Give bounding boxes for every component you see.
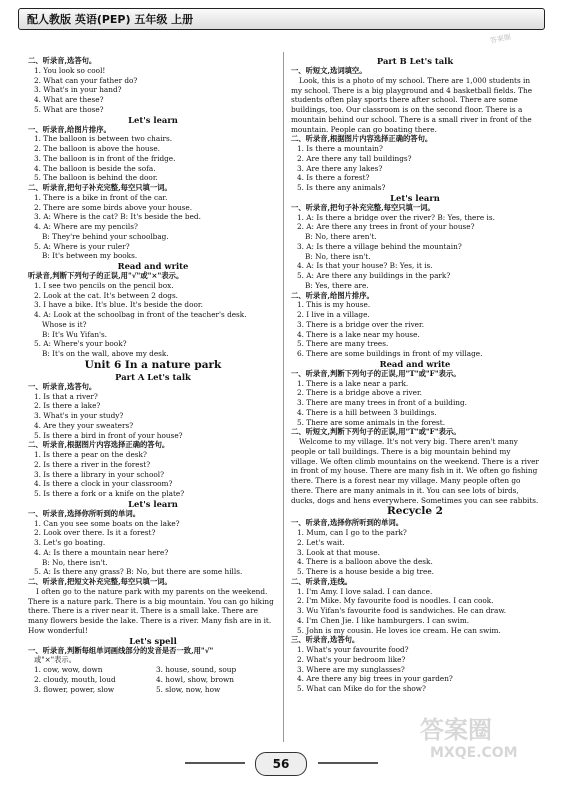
text-line: 3. A: Is there a village behind the mountain? xyxy=(297,241,462,251)
word-group: 4. howl, show, brown xyxy=(156,674,234,684)
section-heading: Let's spell xyxy=(129,635,177,646)
text-line: 6. There are some buildings in front of my village. xyxy=(297,349,483,358)
text-line: 4. A: Is there a mountain near here? xyxy=(34,547,169,557)
text-line: 2. Is there a lake? xyxy=(34,401,101,411)
text-line: 2. There are some birds above your house. xyxy=(34,202,193,212)
footer-ornament-right xyxy=(318,762,378,764)
section-instruction: 二、听录音,根据图片内容选择正确的答句。 xyxy=(28,440,170,450)
text-line: 1. This is my house. xyxy=(297,300,371,310)
text-line: 3. What's in your study? xyxy=(34,411,124,420)
text-line: 4. Are there any big trees in your garden? xyxy=(297,674,453,684)
section-instruction: 一、听录音,判断每组单词画线部分的发音是否一致,用"√" xyxy=(28,645,214,655)
text-line: 4. The balloon is beside the sofa. xyxy=(34,163,156,173)
section-heading: Let's learn xyxy=(128,498,178,509)
word-group-row xyxy=(28,665,278,675)
text-line: 1. The balloon is between two chairs. xyxy=(34,134,173,144)
text-line: 4. A: Look at the schoolbag in front of the teacher's desk. xyxy=(34,310,247,319)
section-instruction: 一、听录音,判断下列句子的正误,用"T"或"F"表示。 xyxy=(291,368,461,378)
watermark-cn: 答案圈 xyxy=(420,716,492,744)
text-line: 4. A: Where are my pencils? xyxy=(34,222,138,231)
text-line: 5. There is a house beside a big tree. xyxy=(297,567,434,576)
text-line: 3. What's in your hand? xyxy=(34,85,122,95)
watermark-bottom xyxy=(420,710,550,780)
text-line: 3. Where are my sunglasses? xyxy=(297,664,405,674)
page-number: 56 xyxy=(255,752,307,776)
word-group: 3. house, sound, soup xyxy=(156,665,237,674)
text-line: 3. There are many trees in front of a building. xyxy=(297,398,468,407)
left-column xyxy=(28,56,278,694)
section-instruction: 一、听录音,选择你所听到的单词。 xyxy=(291,518,403,528)
paragraph: Look, this is a photo of my school. There are 1,000 students in my school. There is a big playground and 4 basketball fields. The students often play sports there after school. There are some buildings, too. Our classroom is on the second floor. There is a mountain behind our school. There is a small river in front of the mountain. People can go boating there. xyxy=(291,75,533,134)
text-line: 2. Look over there. Is it a forest? xyxy=(34,528,156,538)
section-instruction: 一、听短文,选词填空。 xyxy=(291,66,367,75)
word-group-row xyxy=(28,685,278,695)
unit-title: Recycle 2 xyxy=(387,505,443,518)
text-line: 3. Let's go boating. xyxy=(34,538,106,547)
text-line: 5. What can Mike do for the show? xyxy=(297,684,426,693)
text-line: 3. Wu Yifan's favourite food is sandwiches. He can draw. xyxy=(297,606,507,615)
section-instruction: 一、听录音,选答句。 xyxy=(28,381,97,391)
text-line: 2. Is there a river in the forest? xyxy=(34,459,151,469)
section-instruction: 二、听录音,把句子补充完整,每空只填一词。 xyxy=(28,183,172,192)
text-line: 3. A: Where is the cat? B: It's beside the bed. xyxy=(34,212,201,222)
text-line: 2. I'm Mike. My favourite food is noodles. I can cook. xyxy=(297,596,494,606)
page-header: 配人教版 英语(PEP) 五年级 上册 xyxy=(18,8,545,30)
text-line: 4. I'm Chen Jie. I like hamburgers. I can swim. xyxy=(297,615,470,625)
text-line: 3. The balloon is in front of the fridge. xyxy=(34,153,176,163)
word-group: 3. flower, power, slow xyxy=(34,684,115,694)
text-line: 4. Is there a clock in your classroom? xyxy=(34,479,173,489)
text-line: 1. Mum, can I go to the park? xyxy=(297,528,407,537)
unit-title: Unit 6 In a nature park xyxy=(84,358,222,371)
word-group: 1. cow, wow, down xyxy=(34,665,103,674)
section-instruction: 二、听短文,判断下列句子的正误,用"T"或"F"表示。 xyxy=(291,427,461,437)
text-line: 1. You look so cool! xyxy=(34,65,106,75)
word-group: 5. slow, now, how xyxy=(156,684,221,694)
text-line: 3. Are there any lakes? xyxy=(297,163,383,173)
text-line: 4. Is there a forest? xyxy=(297,173,370,183)
text-line: 1. There is a lake near a park. xyxy=(297,378,409,388)
text-line: 2. Let's wait. xyxy=(297,537,345,547)
text-line: 3. I have a bike. It's blue. It's beside the door. xyxy=(34,300,203,310)
text-line: 4. There is a balloon above the desk. xyxy=(297,557,433,567)
section-instruction: 二、听录音,连线。 xyxy=(291,576,352,586)
text-line: 5. Is there any animals? xyxy=(297,183,386,192)
text-line: B: No, there aren't. xyxy=(305,232,377,241)
text-line: B: No, there isn't. xyxy=(305,251,371,261)
section-heading: Part A Let's talk xyxy=(115,371,191,382)
text-line: 4. What are these? xyxy=(34,95,104,104)
text-line: 5. Is there a fork or a knife on the plate? xyxy=(34,489,185,498)
text-line: 1. What's your favourite food? xyxy=(297,645,409,654)
text-line: 2. There is a bridge above a river. xyxy=(297,388,422,398)
text-line: 4. There is a hill between 3 buildings. xyxy=(297,407,437,417)
section-heading: Let's learn xyxy=(390,192,440,203)
text-line: 5. A: Where is your ruler? xyxy=(34,241,130,251)
text-line: Whose is it? xyxy=(42,319,87,329)
text-line: 3. Look at that mouse. xyxy=(297,547,380,557)
paragraph: I often go to the nature park with my parents on the weekend. There is a nature park. There is a big mountain. You can go hiking there. There is a river near it. There is a small lake. There are many flowers beside the lake. There is a river. Many fish are in it. How wonderful! xyxy=(28,586,274,635)
section-heading: Part B Let's talk xyxy=(376,56,454,66)
paragraph: Welcome to my village. It's not very big. There aren't many people or tall buildings. There is a big mountain behind my village. We often climb mountains on the weekend. There is a river in front of my house. There are many fish in it. We often go fishing there. There is a forest near my village. Many people often go there. There are many animals in it. You can see lots of birds, ducks, dogs and hens everywhere. Sometimes you can see rabbits. xyxy=(291,437,539,505)
text-line: 1. Can you see some boats on the lake? xyxy=(34,518,180,528)
text-line: 1. I see two pencils on the pencil box. xyxy=(34,280,174,290)
text-line: 1. A: Is there a bridge over the river? B: Yes, there is. xyxy=(297,212,495,222)
text-line: 2. I live in a village. xyxy=(297,310,370,319)
right-column xyxy=(291,56,539,694)
section-instruction: 二、听录音,根据图片内容选择正确的答句。 xyxy=(291,134,433,144)
text-line: 2. What can your father do? xyxy=(34,75,138,85)
section-instruction: 三、听录音,选答句。 xyxy=(291,635,360,645)
text-line: 5. The balloon is behind the door. xyxy=(34,173,158,183)
text-line: 5. A: Are there any buildings in the park? xyxy=(297,271,451,280)
section-instruction: 二、听录音,给图片排序。 xyxy=(291,290,374,300)
watermark-top: 答案圈 xyxy=(489,32,512,46)
text-line: 5. Is there a bird in front of your house? xyxy=(34,430,183,440)
section-instruction: 一、听录音,选择你所听到的单词。 xyxy=(28,508,140,518)
text-line: 3. There is a bridge over the river. xyxy=(297,319,425,329)
section-instruction: 二、听录音,把短文补充完整,每空只填一词。 xyxy=(28,577,172,586)
text-line: B: It's between my books. xyxy=(42,251,138,261)
text-line: B: Yes, there are. xyxy=(305,280,369,290)
text-line: 5. A: Where's your book? xyxy=(34,339,127,349)
section-instruction: 二、听录音,选答句。 xyxy=(28,56,97,65)
footer-ornament-left xyxy=(185,762,245,764)
text-line: 或"×"表示。 xyxy=(34,655,77,665)
watermark-url: MXQE.COM xyxy=(430,745,518,761)
section-heading: Let's learn xyxy=(128,114,178,125)
text-line: 2. What's your bedroom like? xyxy=(297,654,406,664)
text-line: 2. A: Are there any trees in front of your house? xyxy=(297,222,475,232)
text-line: B: They're behind your schoolbag. xyxy=(42,231,169,241)
section-instruction: 一、听录音,把句子补充完整,每空只填一词。 xyxy=(291,202,435,212)
word-group-row xyxy=(28,675,278,685)
text-line: 1. Is there a pear on the desk? xyxy=(34,450,147,459)
section-instruction: 听录音,判断下列句子的正误,用"√"或"×"表示。 xyxy=(28,271,184,280)
text-line: 4. A: Is that your house? B: Yes, it is. xyxy=(297,261,433,271)
word-group: 2. cloudy, mouth, loud xyxy=(34,674,116,684)
text-line: 2. Look at the cat. It's between 2 dogs. xyxy=(34,290,179,300)
text-line: 5. There are some animals in the forest. xyxy=(297,417,446,427)
text-line: 5. There are many trees. xyxy=(297,339,389,349)
text-line: 4. Are they your sweaters? xyxy=(34,420,134,430)
text-line: 5. A: Is there any grass? B: No, but there are some hills. xyxy=(34,567,243,577)
column-divider xyxy=(283,52,284,742)
text-line: 1. Is there a mountain? xyxy=(297,144,383,153)
text-line: 1. I'm Amy. I love salad. I can dance. xyxy=(297,586,433,596)
text-line: 3. Is there a library in your school? xyxy=(34,469,165,479)
text-line: 2. The balloon is above the house. xyxy=(34,144,160,153)
text-line: 1. There is a bike in front of the car. xyxy=(34,192,168,202)
section-instruction: 一、听录音,给图片排序。 xyxy=(28,124,111,134)
text-line: B: It's Wu Yifan's. xyxy=(42,329,108,339)
text-line: 2. Are there any tall buildings? xyxy=(297,153,412,163)
text-line: B: No, there isn't. xyxy=(42,557,108,567)
text-line: 4. There is a lake near my house. xyxy=(297,329,420,339)
section-heading: Read and write xyxy=(117,261,189,271)
text-line: B: It's on the wall, above my desk. xyxy=(42,349,169,358)
text-line: 1. Is that a river? xyxy=(34,391,98,401)
text-line: 5. John is my cousin. He loves ice cream. He can swim. xyxy=(297,625,501,635)
text-line: 5. What are those? xyxy=(34,104,104,114)
section-heading: Read and write xyxy=(379,358,451,369)
